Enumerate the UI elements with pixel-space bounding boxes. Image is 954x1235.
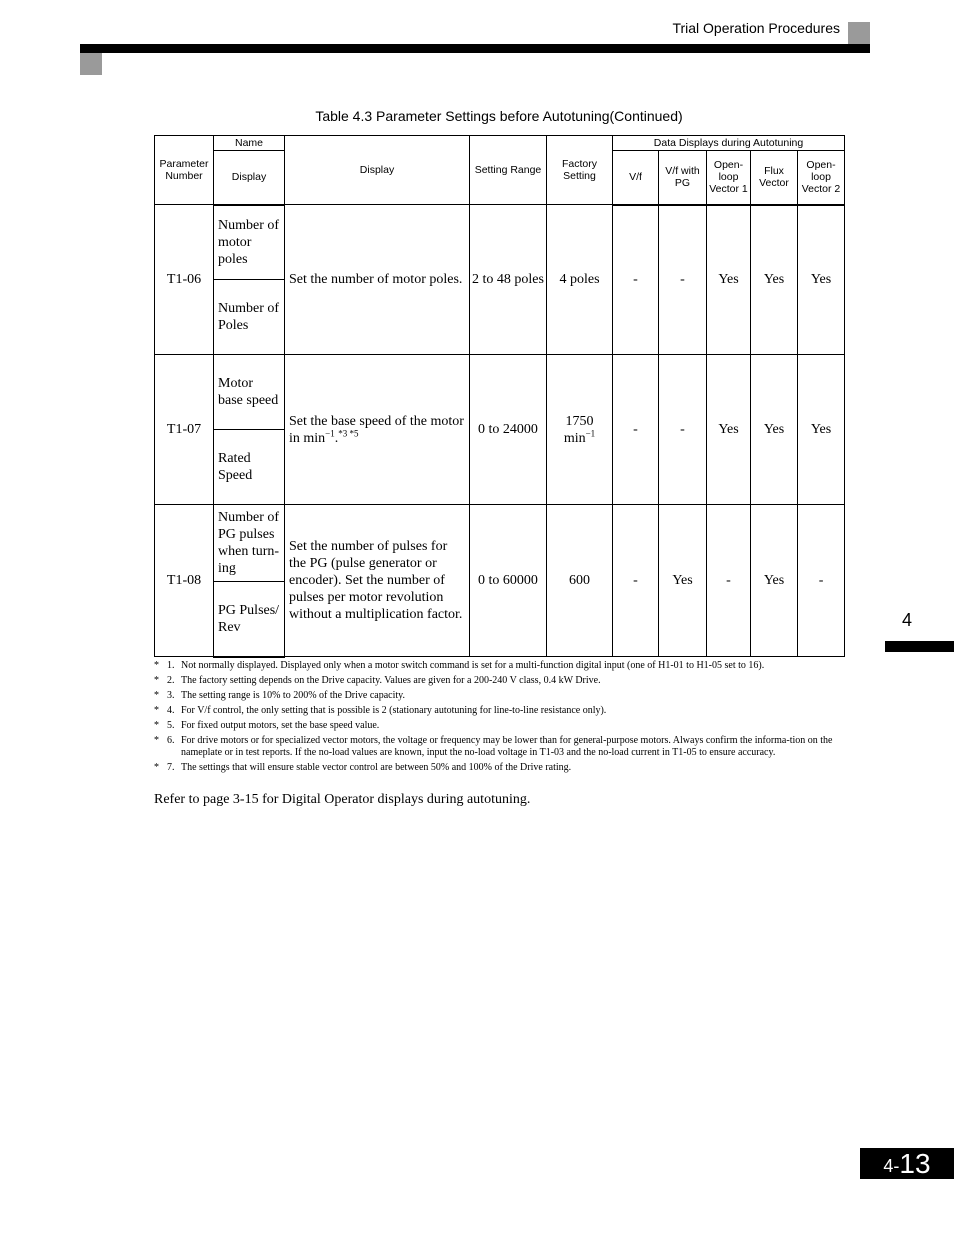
section-title: Trial Operation Procedures [672, 20, 840, 36]
parameter-table [154, 135, 845, 658]
param-display-name: PG Pulses/ Rev [214, 582, 285, 657]
param-description: Set the number of pulses for the PG (pulse generator or encoder). Set the number of pulses per motor revolution without a multiplication factor. [285, 505, 470, 657]
header-factory-setting: Factory Setting [547, 136, 613, 205]
param-number: T1-08 [155, 505, 214, 657]
param-name: Motor base speed [214, 355, 285, 430]
page-prefix: 4- [883, 1156, 900, 1176]
footnote [154, 720, 844, 732]
footnote [154, 660, 844, 672]
cell-olv2: - [798, 505, 845, 657]
footnote-text: For V/f control, the only setting that is possible is 2 (stationary autotuning for line-to-line resistance only). [181, 705, 607, 716]
header-vf-pg: V/f with PG [659, 151, 707, 205]
footnote-number: 7. [167, 762, 175, 773]
footnote-text: The setting range is 10% to 200% of the Drive capacity. [181, 690, 406, 701]
footnote-number: 6. [167, 735, 175, 746]
param-description: Set the number of motor poles. [285, 205, 470, 355]
cell-vf: - [613, 355, 659, 505]
cell-vf: - [613, 505, 659, 657]
footnote-text: The factory setting depends on the Drive capacity. Values are given for a 200-240 V class, 0.4 kW Drive. [181, 675, 601, 686]
header-name-display: Display [214, 151, 285, 205]
factory-setting: 4 poles [547, 205, 613, 355]
header-olv2: Open-loop Vector 2 [798, 151, 845, 205]
cell-olv1: Yes [707, 205, 751, 355]
footnote-mark: * [154, 675, 159, 686]
page-num: 13 [899, 1148, 931, 1179]
header-name: Name [214, 136, 285, 151]
param-display-name: Rated Speed [214, 430, 285, 505]
header-parameter-number: Parameter Number [155, 136, 214, 205]
footnote-number: 2. [167, 675, 175, 686]
param-name: Number of motor poles [214, 205, 285, 280]
table-row [155, 505, 845, 582]
footnote-number: 4. [167, 705, 175, 716]
footnote [154, 762, 844, 774]
footnote [154, 675, 844, 687]
cell-olv1: - [707, 505, 751, 657]
footnote-mark: * [154, 762, 159, 773]
table-row [155, 355, 845, 430]
description-end: . [334, 430, 339, 446]
refer-text: Refer to page 3-15 for Digital Operator displays during autotuning. [154, 792, 531, 807]
setting-range: 2 to 48 poles [470, 205, 547, 355]
unit-exponent: −1 [325, 427, 335, 438]
description-text: Set the base speed of the motor in min [289, 413, 464, 446]
param-number: T1-06 [155, 205, 214, 355]
footnote-number: 5. [167, 720, 175, 731]
cell-flux-vector: Yes [751, 355, 798, 505]
param-description [285, 355, 470, 505]
footnote-text: For fixed output motors, set the base speed value. [181, 720, 380, 731]
setting-range: 0 to 60000 [470, 505, 547, 657]
footnote [154, 690, 844, 702]
footnote-refs: *3 *5 [338, 427, 359, 438]
chapter-tab-bar [885, 641, 954, 652]
cell-flux-vector: Yes [751, 205, 798, 355]
setting-range: 0 to 24000 [470, 355, 547, 505]
factory-unit: min [563, 430, 586, 446]
footnote-text: The settings that will ensure stable vector control are between 50% and 100% of the Drive rating. [181, 762, 572, 773]
footnote-text: For drive motors or for specialized vector motors, the voltage or frequency may be lower than for general-purpose motors. Always confirm the informa-tion on the nameplate or in test reports. If the no-load values are known, input the no-load voltage in T1-03 and the no-load current in T1-05 to ensure accuracy. [181, 735, 833, 758]
table-row [155, 205, 845, 280]
page-number [860, 1148, 954, 1179]
cell-vf-pg: - [659, 355, 707, 505]
footnote-mark: * [154, 735, 159, 746]
cell-olv2: Yes [798, 355, 845, 505]
cell-olv2: Yes [798, 205, 845, 355]
chapter-tab-number: 4 [902, 610, 913, 630]
factory-setting: 600 [547, 505, 613, 657]
factory-unit-exponent: −1 [585, 427, 596, 438]
header-gray-square-left [80, 53, 102, 75]
footnote-mark: * [154, 660, 159, 671]
footnote-mark: * [154, 690, 159, 701]
param-number: T1-07 [155, 355, 214, 505]
footnote-mark: * [154, 705, 159, 716]
footnote [154, 705, 844, 717]
header-setting-range: Setting Range [470, 136, 547, 205]
footnote [154, 735, 844, 759]
cell-vf-pg: Yes [659, 505, 707, 657]
footnote-number: 3. [167, 690, 175, 701]
header-gray-square [848, 22, 870, 44]
footnote-text: Not normally displayed. Displayed only when a motor switch command is set for a multi-function digital input (one of H1-01 to H1-05 set to 16). [181, 660, 765, 671]
factory-value: 1750 [565, 413, 594, 429]
header-display: Display [285, 136, 470, 205]
cell-olv1: Yes [707, 355, 751, 505]
table-caption: Table 4.3 Parameter Settings before Autotuning(Continued) [315, 108, 683, 124]
header-flux-vector: Flux Vector [751, 151, 798, 205]
header-vf: V/f [613, 151, 659, 205]
factory-setting [547, 355, 613, 505]
header-olv1: Open-loop Vector 1 [707, 151, 751, 205]
footnote-number: 1. [167, 660, 175, 671]
header-rule [80, 44, 870, 53]
footnotes [154, 660, 844, 777]
param-display-name: Number of Poles [214, 280, 285, 355]
cell-vf-pg: - [659, 205, 707, 355]
param-name: Number of PG pulses when turn-ing [214, 505, 285, 582]
header-data-displays: Data Displays during Autotuning [613, 136, 845, 151]
cell-flux-vector: Yes [751, 505, 798, 657]
cell-vf: - [613, 205, 659, 355]
footnote-mark: * [154, 720, 159, 731]
